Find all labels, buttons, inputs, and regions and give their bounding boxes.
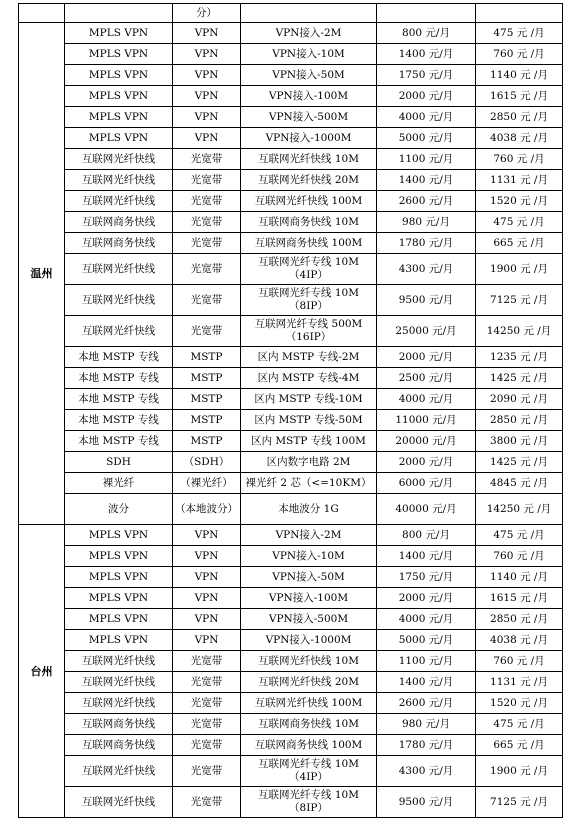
list-price-cell: 2000 元/月 <box>377 347 476 368</box>
product-cell: MPLS VPN <box>65 65 173 86</box>
product-cell: MPLS VPN <box>65 525 173 546</box>
spec-cell: 区内 MSTP 专线-4M <box>241 368 377 389</box>
type-cell: MSTP <box>173 368 241 389</box>
spec-cell: VPN接入-50M <box>241 65 377 86</box>
table-row <box>19 651 563 672</box>
type-cell: MSTP <box>173 389 241 410</box>
type-cell: VPN <box>173 630 241 651</box>
list-price-cell: 2600 元/月 <box>377 693 476 714</box>
list-price-cell: 2600 元/月 <box>377 191 476 212</box>
table-row <box>19 693 563 714</box>
type-cell: VPN <box>173 23 241 44</box>
table-row <box>19 494 563 525</box>
spec-cell: VPN接入-500M <box>241 107 377 128</box>
price-cell: 1140 元 /月 <box>476 567 563 588</box>
list-price-cell: 1400 元/月 <box>377 672 476 693</box>
price-cell: 2850 元 /月 <box>476 609 563 630</box>
type-cell: 光宽带 <box>173 212 241 233</box>
table-row <box>19 672 563 693</box>
spec-cell: VPN接入-50M <box>241 567 377 588</box>
list-price-cell: 4000 元/月 <box>377 389 476 410</box>
price-cell: 760 元 /月 <box>476 149 563 170</box>
type-cell: （裸光纤） <box>173 473 241 494</box>
list-price-cell: 4000 元/月 <box>377 609 476 630</box>
table-row <box>19 473 563 494</box>
list-price-cell: 25000 元/月 <box>377 316 476 347</box>
spec-cell: VPN接入-2M <box>241 23 377 44</box>
type-cell: 光宽带 <box>173 233 241 254</box>
price-cell: 2850 元 /月 <box>476 107 563 128</box>
table-row <box>19 128 563 149</box>
price-cell: 760 元 /月 <box>476 546 563 567</box>
list-price-cell: 1750 元/月 <box>377 567 476 588</box>
price-cell: 1520 元 /月 <box>476 693 563 714</box>
product-cell: 互联网光纤快线 <box>65 191 173 212</box>
type-cell: VPN <box>173 525 241 546</box>
type-cell: 光宽带 <box>173 693 241 714</box>
list-price-cell: 980 元/月 <box>377 714 476 735</box>
product-cell: 互联网光纤快线 <box>65 170 173 191</box>
type-cell: VPN <box>173 86 241 107</box>
price-cell: 475 元 /月 <box>476 23 563 44</box>
table-row <box>19 410 563 431</box>
spec-cell: 互联网商务快线 10M <box>241 212 377 233</box>
city-cell <box>19 4 65 23</box>
list-price-cell: 4300 元/月 <box>377 756 476 787</box>
price-cell: 1235 元 /月 <box>476 347 563 368</box>
list-price-cell: 40000 元/月 <box>377 494 476 525</box>
price-cell: 760 元 /月 <box>476 651 563 672</box>
spec-cell: 互联网光纤专线 10M（4IP） <box>241 254 377 285</box>
table-row <box>19 452 563 473</box>
spec-cell: 本地波分 1G <box>241 494 377 525</box>
price-cell: 2850 元 /月 <box>476 410 563 431</box>
product-cell <box>65 4 173 23</box>
table-row <box>19 787 563 818</box>
price-cell: 4038 元 /月 <box>476 630 563 651</box>
table-row <box>19 44 563 65</box>
list-price-cell: 1750 元/月 <box>377 65 476 86</box>
list-price-cell: 980 元/月 <box>377 212 476 233</box>
list-price-cell: 2000 元/月 <box>377 452 476 473</box>
spec-cell: VPN接入-100M <box>241 86 377 107</box>
type-cell: 光宽带 <box>173 191 241 212</box>
price-cell: 1520 元 /月 <box>476 191 563 212</box>
table-row <box>19 567 563 588</box>
table-row <box>19 588 563 609</box>
type-cell: MSTP <box>173 347 241 368</box>
table-row <box>19 4 563 23</box>
spec-cell: 互联网光纤专线 10M（8IP） <box>241 285 377 316</box>
product-cell: 互联网光纤快线 <box>65 787 173 818</box>
table-row <box>19 191 563 212</box>
table-row <box>19 714 563 735</box>
price-cell: 7125 元 /月 <box>476 285 563 316</box>
type-cell: 光宽带 <box>173 672 241 693</box>
list-price-cell: 1400 元/月 <box>377 546 476 567</box>
list-price-cell: 1100 元/月 <box>377 651 476 672</box>
type-cell: 光宽带 <box>173 285 241 316</box>
table-row <box>19 735 563 756</box>
type-cell: （本地波分） <box>173 494 241 525</box>
spec-cell: 互联网光纤专线 10M（4IP） <box>241 756 377 787</box>
price-cell: 1425 元 /月 <box>476 368 563 389</box>
price-cell: 475 元 /月 <box>476 525 563 546</box>
list-price-cell: 1780 元/月 <box>377 735 476 756</box>
product-cell: 互联网光纤快线 <box>65 672 173 693</box>
table-row <box>19 316 563 347</box>
spec-cell: VPN接入-500M <box>241 609 377 630</box>
price-cell: 4845 元 /月 <box>476 473 563 494</box>
price-cell: 7125 元 /月 <box>476 787 563 818</box>
list-price-cell: 2500 元/月 <box>377 368 476 389</box>
list-price-cell: 9500 元/月 <box>377 787 476 818</box>
product-cell: 互联网光纤快线 <box>65 149 173 170</box>
list-price-cell: 800 元/月 <box>377 525 476 546</box>
list-price-cell: 2000 元/月 <box>377 86 476 107</box>
product-cell: MPLS VPN <box>65 86 173 107</box>
list-price-cell: 6000 元/月 <box>377 473 476 494</box>
price-cell: 1131 元 /月 <box>476 672 563 693</box>
price-cell: 665 元 /月 <box>476 233 563 254</box>
table-row <box>19 170 563 191</box>
table-row <box>19 546 563 567</box>
type-cell: MSTP <box>173 431 241 452</box>
product-cell: SDH <box>65 452 173 473</box>
type-cell: VPN <box>173 546 241 567</box>
product-cell: 本地 MSTP 专线 <box>65 431 173 452</box>
product-cell: 本地 MSTP 专线 <box>65 389 173 410</box>
price-cell: 4038 元 /月 <box>476 128 563 149</box>
price-table <box>18 3 563 818</box>
spec-cell: 互联网光纤快线 10M <box>241 651 377 672</box>
price-cell: 3800 元 /月 <box>476 431 563 452</box>
spec-cell: VPN接入-1000M <box>241 630 377 651</box>
product-cell: 互联网商务快线 <box>65 233 173 254</box>
type-cell: VPN <box>173 107 241 128</box>
table-row <box>19 347 563 368</box>
list-price-cell: 4000 元/月 <box>377 107 476 128</box>
table-row <box>19 756 563 787</box>
table-row <box>19 609 563 630</box>
city-cell: 温州 <box>19 23 65 525</box>
table-row <box>19 212 563 233</box>
price-cell: 760 元 /月 <box>476 44 563 65</box>
price-cell: 1900 元 /月 <box>476 756 563 787</box>
table-row <box>19 65 563 86</box>
city-cell: 台州 <box>19 525 65 818</box>
table-row <box>19 431 563 452</box>
list-price-cell: 5000 元/月 <box>377 630 476 651</box>
spec-cell <box>241 4 377 23</box>
type-cell: 分） <box>173 4 241 23</box>
list-price-cell: 1780 元/月 <box>377 233 476 254</box>
product-cell: 互联网光纤快线 <box>65 756 173 787</box>
price-cell: 475 元 /月 <box>476 212 563 233</box>
price-cell: 2090 元 /月 <box>476 389 563 410</box>
type-cell: 光宽带 <box>173 714 241 735</box>
product-cell: 互联网光纤快线 <box>65 651 173 672</box>
type-cell: 光宽带 <box>173 149 241 170</box>
spec-cell: VPN接入-10M <box>241 44 377 65</box>
list-price-cell: 1400 元/月 <box>377 44 476 65</box>
list-price-cell: 1400 元/月 <box>377 170 476 191</box>
price-cell: 1425 元 /月 <box>476 452 563 473</box>
spec-cell: 互联网光纤快线 10M <box>241 149 377 170</box>
list-price-cell: 4300 元/月 <box>377 254 476 285</box>
table-row <box>19 233 563 254</box>
spec-cell: 区内 MSTP 专线-50M <box>241 410 377 431</box>
price-cell: 14250 元 /月 <box>476 316 563 347</box>
type-cell: VPN <box>173 128 241 149</box>
type-cell: （SDH） <box>173 452 241 473</box>
product-cell: 本地 MSTP 专线 <box>65 368 173 389</box>
price-cell: 1900 元 /月 <box>476 254 563 285</box>
product-cell: 互联网光纤快线 <box>65 316 173 347</box>
product-cell: 互联网商务快线 <box>65 735 173 756</box>
price-cell: 1615 元 /月 <box>476 86 563 107</box>
product-cell: 互联网光纤快线 <box>65 254 173 285</box>
spec-cell: 互联网光纤快线 20M <box>241 672 377 693</box>
price-cell: 1140 元 /月 <box>476 65 563 86</box>
table-row <box>19 389 563 410</box>
product-cell: MPLS VPN <box>65 630 173 651</box>
price-cell: 1615 元 /月 <box>476 588 563 609</box>
product-cell: MPLS VPN <box>65 588 173 609</box>
list-price-cell: 1100 元/月 <box>377 149 476 170</box>
table-row <box>19 525 563 546</box>
table-row <box>19 285 563 316</box>
type-cell: 光宽带 <box>173 735 241 756</box>
table-row <box>19 23 563 44</box>
spec-cell: 区内 MSTP 专线-10M <box>241 389 377 410</box>
type-cell: 光宽带 <box>173 316 241 347</box>
spec-cell: 互联网光纤专线 10M（8IP） <box>241 787 377 818</box>
spec-cell: 互联网商务快线 100M <box>241 233 377 254</box>
type-cell: MSTP <box>173 410 241 431</box>
list-price-cell: 800 元/月 <box>377 23 476 44</box>
spec-cell: 区内数字电路 2M <box>241 452 377 473</box>
table-row <box>19 149 563 170</box>
spec-cell: 互联网光纤快线 100M <box>241 693 377 714</box>
table-row <box>19 86 563 107</box>
list-price-cell: 2000 元/月 <box>377 588 476 609</box>
type-cell: VPN <box>173 65 241 86</box>
price-cell: 14250 元 /月 <box>476 494 563 525</box>
spec-cell: 互联网商务快线 10M <box>241 714 377 735</box>
type-cell: 光宽带 <box>173 254 241 285</box>
type-cell: 光宽带 <box>173 651 241 672</box>
table-row <box>19 254 563 285</box>
product-cell: 互联网光纤快线 <box>65 693 173 714</box>
type-cell: 光宽带 <box>173 787 241 818</box>
list-price-cell: 20000 元/月 <box>377 431 476 452</box>
product-cell: MPLS VPN <box>65 546 173 567</box>
type-cell: VPN <box>173 588 241 609</box>
list-price-cell <box>377 4 476 23</box>
spec-cell: 区内 MSTP 专线 100M <box>241 431 377 452</box>
product-cell: MPLS VPN <box>65 567 173 588</box>
spec-cell: 互联网商务快线 100M <box>241 735 377 756</box>
spec-cell: VPN接入-2M <box>241 525 377 546</box>
type-cell: VPN <box>173 44 241 65</box>
product-cell: MPLS VPN <box>65 107 173 128</box>
product-cell: MPLS VPN <box>65 44 173 65</box>
spec-cell: 互联网光纤快线 20M <box>241 170 377 191</box>
product-cell: 本地 MSTP 专线 <box>65 410 173 431</box>
spec-cell: VPN接入-10M <box>241 546 377 567</box>
price-table-body <box>19 4 563 818</box>
price-cell: 475 元 /月 <box>476 714 563 735</box>
spec-cell: 裸光纤 2 芯（<=10KM） <box>241 473 377 494</box>
product-cell: 互联网商务快线 <box>65 714 173 735</box>
price-cell: 665 元 /月 <box>476 735 563 756</box>
table-row <box>19 107 563 128</box>
type-cell: 光宽带 <box>173 170 241 191</box>
type-cell: 光宽带 <box>173 756 241 787</box>
spec-cell: 互联网光纤快线 100M <box>241 191 377 212</box>
list-price-cell: 5000 元/月 <box>377 128 476 149</box>
product-cell: MPLS VPN <box>65 609 173 630</box>
product-cell: MPLS VPN <box>65 128 173 149</box>
spec-cell: 互联网光纤专线 500M（16IP） <box>241 316 377 347</box>
list-price-cell: 11000 元/月 <box>377 410 476 431</box>
product-cell: 裸光纤 <box>65 473 173 494</box>
spec-cell: VPN接入-1000M <box>241 128 377 149</box>
list-price-cell: 9500 元/月 <box>377 285 476 316</box>
price-cell <box>476 4 563 23</box>
type-cell: VPN <box>173 567 241 588</box>
spec-cell: VPN接入-100M <box>241 588 377 609</box>
product-cell: 互联网光纤快线 <box>65 285 173 316</box>
product-cell: 本地 MSTP 专线 <box>65 347 173 368</box>
spec-cell: 区内 MSTP 专线-2M <box>241 347 377 368</box>
type-cell: VPN <box>173 609 241 630</box>
table-row <box>19 368 563 389</box>
price-cell: 1131 元 /月 <box>476 170 563 191</box>
product-cell: 波分 <box>65 494 173 525</box>
product-cell: MPLS VPN <box>65 23 173 44</box>
table-row <box>19 630 563 651</box>
product-cell: 互联网商务快线 <box>65 212 173 233</box>
